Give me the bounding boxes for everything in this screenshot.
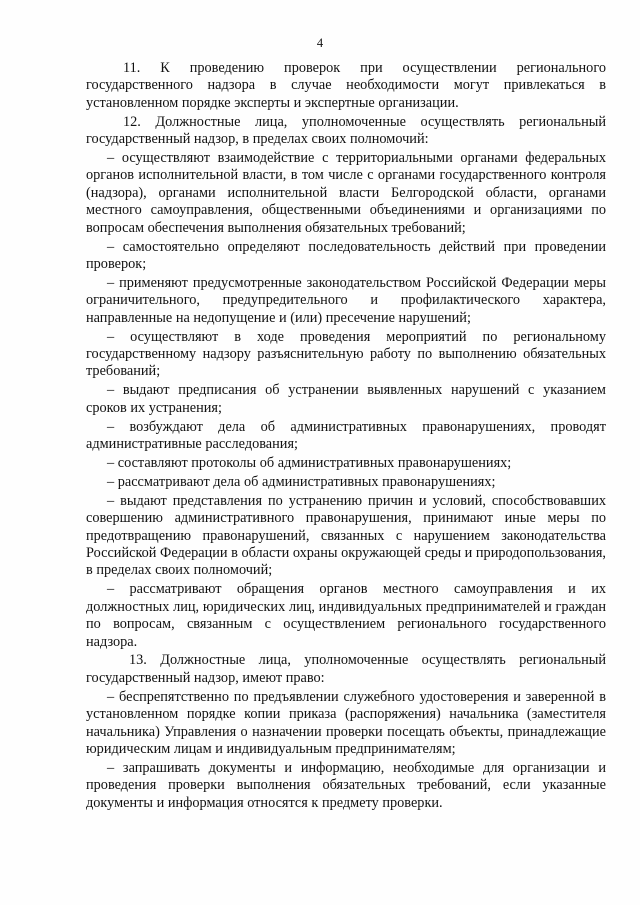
paragraph-12: 12. Должностные лица, уполномоченные осуществлять региональный государственный надзор, в пределах своих полномочий: [86, 113, 606, 148]
paragraph-13: 13. Должностные лица, уполномоченные осуществлять региональный государственный надзор, имеют право: [86, 652, 606, 686]
list-item: – рассматривают обращения органов местного самоуправления и их должностных лиц, юридических лиц, индивидуальных предпринимателей и граждан по вопросам, связанным с осуществлением регионального государственного надзора. [86, 581, 606, 650]
list-item: – самостоятельно определяют последовательность действий при проведении проверок; [86, 238, 606, 272]
list-item: – беспрепятственно по предъявлении служебного удостоверения и заверенной в установленном порядке копии приказа (распоряжения) начальника (заместителя начальника) Управления о назначении проверки посещать объекты, принадлежащие юридическим лицам и индивидуальным предпринимателям; [86, 688, 606, 757]
list-item: – применяют предусмотренные законодательством Российской Федерации меры ограничительного, предупредительного и профилактического характера, направленные на недопущение и (или) пресечение нарушений; [86, 274, 606, 326]
list-item: – осуществляют в ходе проведения мероприятий по региональному государственному надзору разъяснительную работу по выполнению обязательных требований; [86, 328, 606, 380]
list-item: – выдают представления по устранению причин и условий, способствовавших совершению административного правонарушения, принимают иные меры по предотвращению правонарушений, связанных с нарушением законодательства Российской Федерации в области охраны окружающей среды и природопользования, в пределах своих полномочий; [86, 492, 607, 579]
list-item: – выдают предписания об устранении выявленных нарушений с указанием сроков их устранения; [86, 382, 606, 416]
list-item: – запрашивать документы и информацию, необходимые для организации и проведения проверки выполнения обязательных требований, если указанные документы и информация относятся к предмету проверки. [86, 759, 606, 811]
list-item: – рассматривают дела об административных правонарушениях; [107, 473, 496, 490]
document-body [86, 60, 606, 814]
list-item: – осуществляют взаимодействие с территориальными органами федеральных органов исполнительной власти, в том числе с органами государственного контроля (надзора), органами исполнительной власти Белгородской области, органами местного самоуправления, общественными объединениями и организациями по вопросам обеспечения выполнения обязательных требований; [86, 150, 606, 236]
list-item: – составляют протоколы об административных правонарушениях; [107, 454, 512, 471]
paragraph-11: 11. К проведению проверок при осуществлении регионального государственного надзора в случае необходимости могут привлекаться в установленном порядке эксперты и экспертные организации. [86, 60, 606, 111]
list-item: – возбуждают дела об административных правонарушениях, проводят административные расследования; [86, 418, 606, 453]
page-number: 4 [316, 36, 324, 50]
